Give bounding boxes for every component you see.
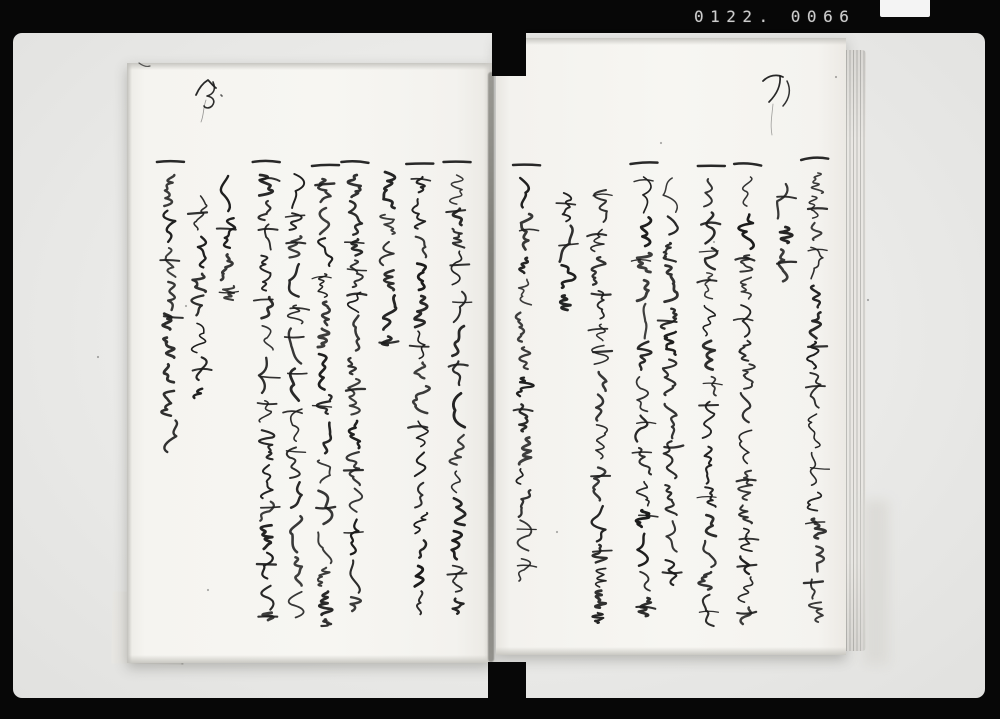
left-page-bottom-edge — [127, 655, 492, 663]
page-stack-shadow — [863, 500, 889, 665]
left-page-top-edge — [127, 63, 492, 70]
right-page-top-edge — [496, 38, 846, 45]
frame-counter: 0122. 0066 — [694, 7, 856, 26]
spine-gap-top-black — [492, 0, 526, 76]
left-page-outer-edge — [127, 63, 132, 663]
page-gap-shadow — [488, 72, 494, 662]
right-page — [496, 38, 846, 655]
film-notch — [880, 0, 930, 17]
spine-gap-bottom-black — [488, 662, 526, 719]
left-page — [127, 63, 492, 663]
right-page-bottom-edge — [496, 647, 846, 655]
